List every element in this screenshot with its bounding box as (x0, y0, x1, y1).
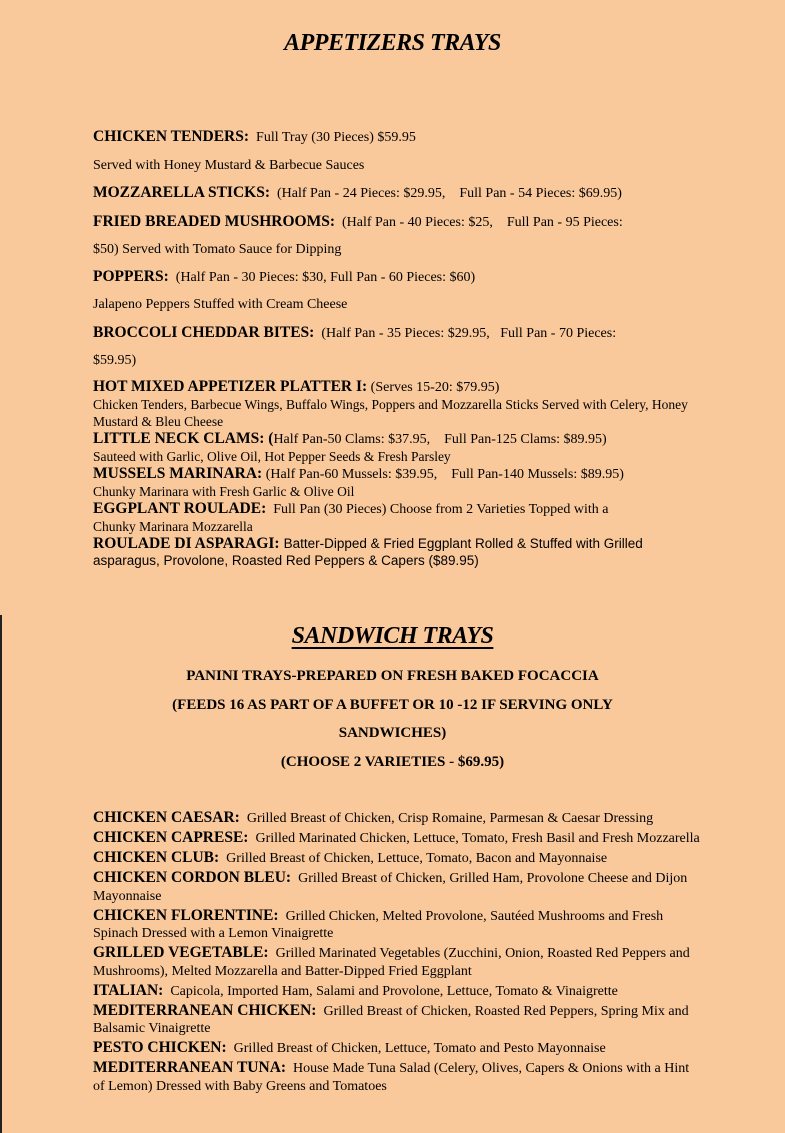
list-item: ROULADE DI ASPARAGI: Batter-Dipped & Fried Eggplant Rolled & Stuffed with Grilled asparagus, Provolone, Roasted Red Peppers & Capers ($89.95) (93, 535, 643, 568)
list-item: MUSSELS MARINARA: (Half Pan-60 Mussels: $39.95, Full Pan-140 Mussels: $89.95) (93, 465, 624, 482)
list-item: ITALIAN: Capicola, Imported Ham, Salami and Provolone, Lettuce, Tomato & Vinaigrette (93, 981, 618, 999)
item-description: Jalapeno Peppers Stuffed with Cream Cheese (93, 297, 348, 312)
sandwich-subheading: (FEEDS 16 AS PART OF A BUFFET OR 10 -12 IF SERVING ONLY (172, 697, 613, 713)
list-item: MEDITERRANEAN TUNA: House Made Tuna Salad (Celery, Olives, Capers & Onions with a Hint of Lemon) Dressed with Baby Greens and Tomatoes (93, 1059, 690, 1094)
sandwich-price-heading: (CHOOSE 2 VARIETIES - $69.95) (280, 754, 505, 770)
sandwich-list (93, 809, 703, 1097)
sandwich-subheading: SANDWICHES) (338, 725, 447, 741)
item-description: Served with Honey Mustard & Barbecue Sauces (93, 158, 365, 173)
list-item: CHICKEN TENDERS: Full Tray (30 Pieces) $59.95 (93, 128, 416, 145)
list-item: FRIED BREADED MUSHROOMS: (Half Pan - 40 Pieces: $25, Full Pan - 95 Pieces: (93, 213, 623, 230)
list-item: CHICKEN CAESAR: Grilled Breast of Chicken, Crisp Romaine, Parmesan & Caesar Dressing (93, 809, 654, 826)
appetizers-list (93, 125, 693, 585)
list-item: MEDITERRANEAN CHICKEN: Grilled Breast of Chicken, Roasted Red Peppers, Spring Mix and Balsamic Vinaigrette (93, 1001, 689, 1036)
appetizers-title: APPETIZERS TRAYS (284, 30, 501, 56)
list-item: CHICKEN CAPRESE: Grilled Marinated Chicken, Lettuce, Tomato, Fresh Basil and Fresh Mozzarella (93, 829, 700, 846)
list-item: EGGPLANT ROULADE: Full Pan (30 Pieces) Choose from 2 Varieties Topped with a (93, 500, 609, 517)
item-continuation: $50) Served with Tomato Sauce for Dipping (93, 242, 342, 257)
list-item: CHICKEN FLORENTINE: Grilled Chicken, Melted Provolone, Sautéed Mushrooms and Fresh Spinach Dressed with a Lemon Vinaigrette (93, 906, 664, 941)
list-item: BROCCOLI CHEDDAR BITES: (Half Pan - 35 Pieces: $29.95, Full Pan - 70 Pieces: (93, 324, 617, 341)
list-item: CHICKEN CLUB: Grilled Breast of Chicken, Lettuce, Tomato, Bacon and Mayonnaise (93, 849, 608, 866)
sandwich-title: SANDWICH TRAYS (291, 623, 494, 649)
item-description: Chunky Marinara with Fresh Garlic & Olive Oil (93, 484, 355, 499)
list-item: MOZZARELLA STICKS: (Half Pan - 24 Pieces: $29.95, Full Pan - 54 Pieces: $69.95) (93, 184, 622, 201)
item-description: Chicken Tenders, Barbecue Wings, Buffalo Wings, Poppers and Mozzarella Sticks Served with Celery, Honey Mustard & Bleu Cheese (93, 397, 688, 429)
list-item: PESTO CHICKEN: Grilled Breast of Chicken, Lettuce, Tomato and Pesto Mayonnaise (93, 1039, 606, 1056)
sandwich-subheading: PANINI TRAYS-PREPARED ON FRESH BAKED FOCACCIA (186, 668, 599, 684)
list-item: HOT MIXED APPETIZER PLATTER I: (Serves 15-20: $79.95) (93, 378, 500, 395)
list-item: POPPERS: (Half Pan - 30 Pieces: $30, Full Pan - 60 Pieces: $60) (93, 268, 476, 285)
list-item: LITTLE NECK CLAMS: (Half Pan-50 Clams: $37.95, Full Pan-125 Clams: $89.95) (93, 430, 607, 447)
item-continuation: $59.95) (93, 353, 137, 368)
list-item: CHICKEN CORDON BLEU: Grilled Breast of Chicken, Grilled Ham, Provolone Cheese and Dijon Mayonnaise (93, 869, 688, 904)
item-description: Sauteed with Garlic, Olive Oil, Hot Pepper Seeds & Fresh Parsley (93, 449, 451, 464)
list-item: GRILLED VEGETABLE: Grilled Marinated Vegetables (Zucchini, Onion, Roasted Red Peppers and Mushrooms), Melted Mozzarella and Batter-Dipped Fried Eggplant (93, 944, 690, 979)
item-description: Chunky Marinara Mozzarella (93, 519, 253, 534)
